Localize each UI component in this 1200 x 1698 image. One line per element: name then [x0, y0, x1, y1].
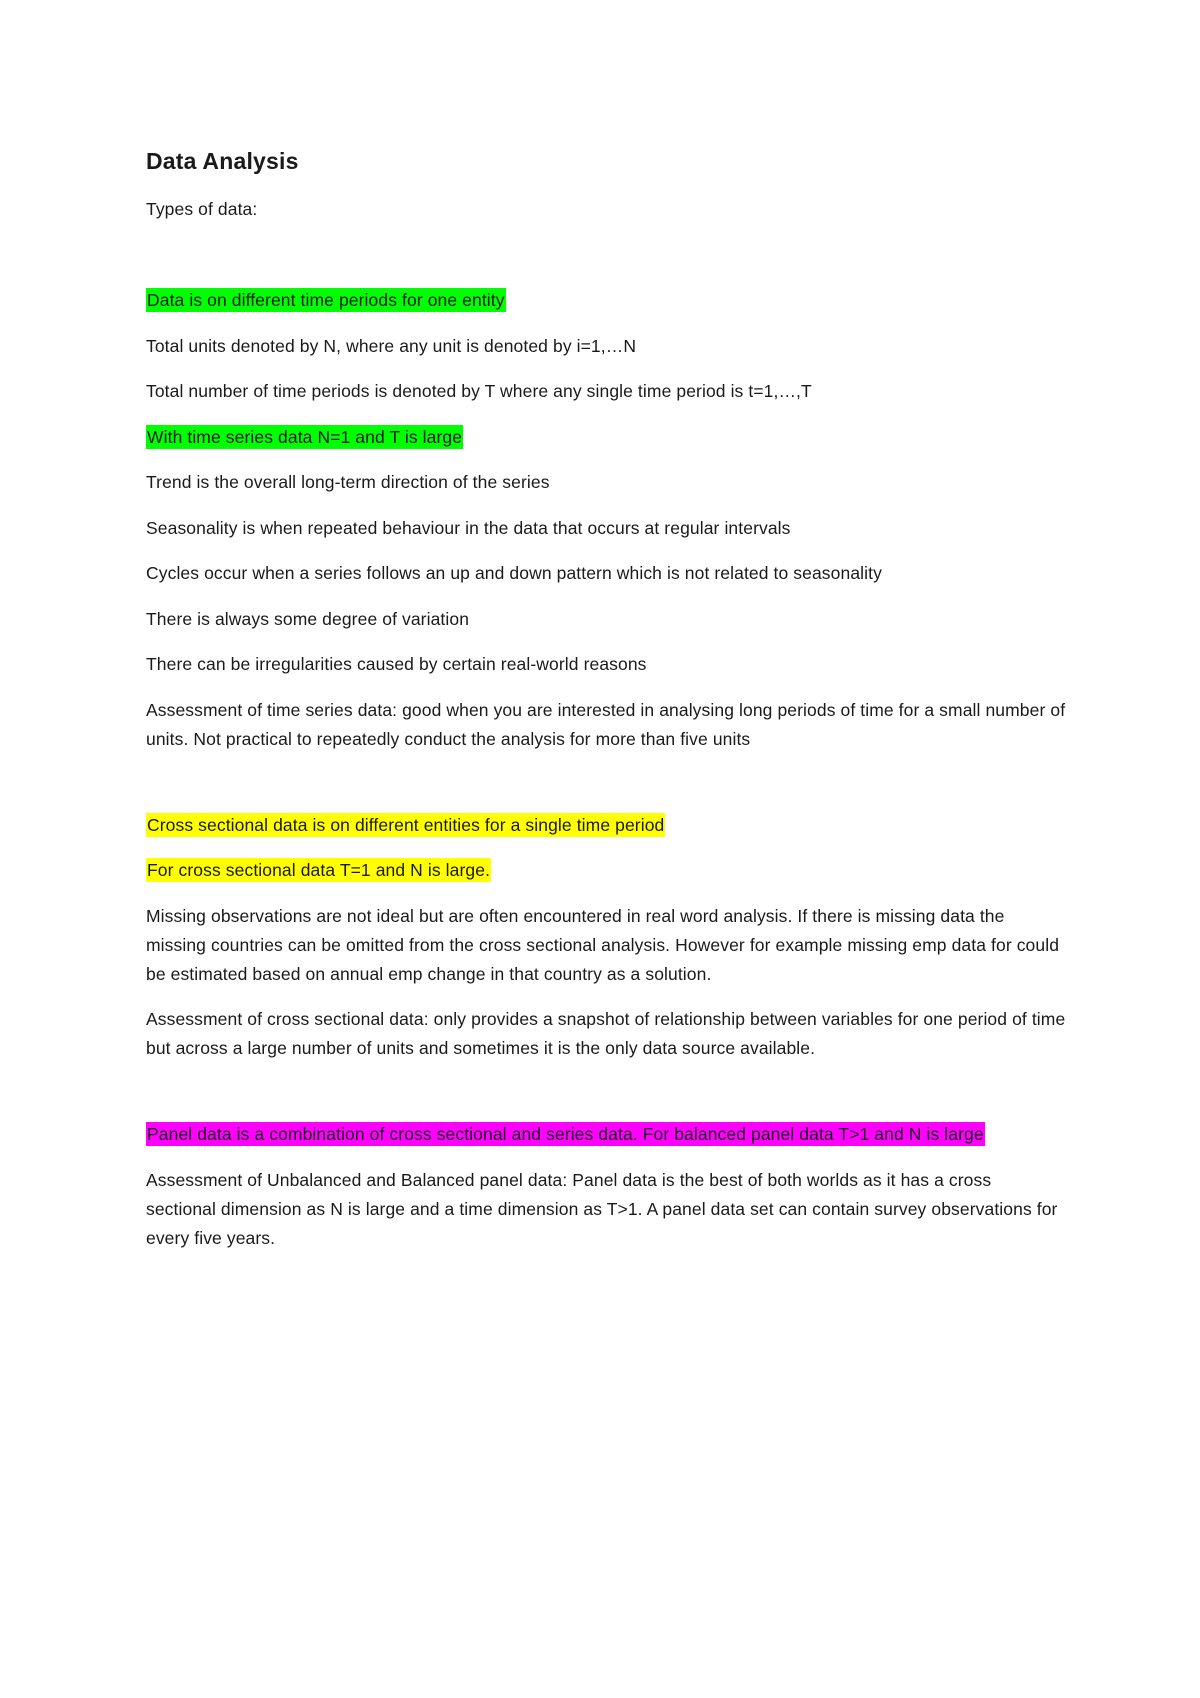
panel-heading-paragraph	[146, 1120, 1066, 1149]
time-series-assessment: Assessment of time series data: good when you are interested in analysing long periods of time for a small number of units. Not practical to repeatedly conduct the analysis for more than five units	[146, 699, 1066, 749]
cross-sectional-heading: Cross sectional data is on different entities for a single time period	[147, 814, 665, 835]
panel-assessment: Assessment of Unbalanced and Balanced panel data: Panel data is the best of both worlds as it has a cross sectional dimension as N is large and a time dimension as T>1. A panel data set can contain survey observations for every five years.	[146, 1169, 1058, 1248]
missing-observations-text: Missing observations are not ideal but are often encountered in real word analysis. If there is missing data the missing countries can be omitted from the cross sectional analysis. However for example missing emp data for could be estimated based on annual emp change in that country as a solution.	[146, 905, 1060, 984]
time-series-subheading-paragraph	[146, 423, 1066, 452]
document-title: Data Analysis	[146, 148, 299, 174]
document-page	[146, 138, 1066, 1269]
cross-sectional-subheading: For cross sectional data T=1 and N is large.	[147, 860, 491, 880]
trend-text: Trend is the overall long-term direction of the series	[146, 472, 550, 492]
variation-text: There is always some degree of variation	[146, 608, 470, 629]
cycles-text: Cycles occur when a series follows an up and down pattern which is not related to seasonality	[146, 563, 882, 583]
irregularities-text: There can be irregularities caused by certain real-world reasons	[146, 654, 647, 674]
seasonality-text: Seasonality is when repeated behaviour in the data that occurs at regular intervals	[146, 517, 791, 538]
total-units-text: Total units denoted by N, where any unit is denoted by i=1,…N	[146, 335, 637, 356]
cross-sectional-subheading-paragraph	[146, 856, 1066, 885]
total-periods-text: Total number of time periods is denoted by T where any single time period is t=1,…,T	[146, 381, 812, 401]
cross-sectional-assessment: Assessment of cross sectional data: only provides a snapshot of relationship between variables for one period of time but across a large number of units and sometimes it is the only data source available.	[146, 1009, 1066, 1058]
cross-sectional-heading-paragraph	[146, 811, 1066, 840]
time-series-subheading: With time series data N=1 and T is large	[147, 426, 463, 447]
time-series-heading-paragraph	[146, 286, 1066, 315]
time-series-heading: Data is on different time periods for one entity	[147, 290, 505, 310]
intro-text: Types of data:	[146, 199, 258, 219]
panel-heading: Panel data is a combination of cross sectional and series data. For balanced panel data T>1 and N is large	[147, 1124, 984, 1144]
